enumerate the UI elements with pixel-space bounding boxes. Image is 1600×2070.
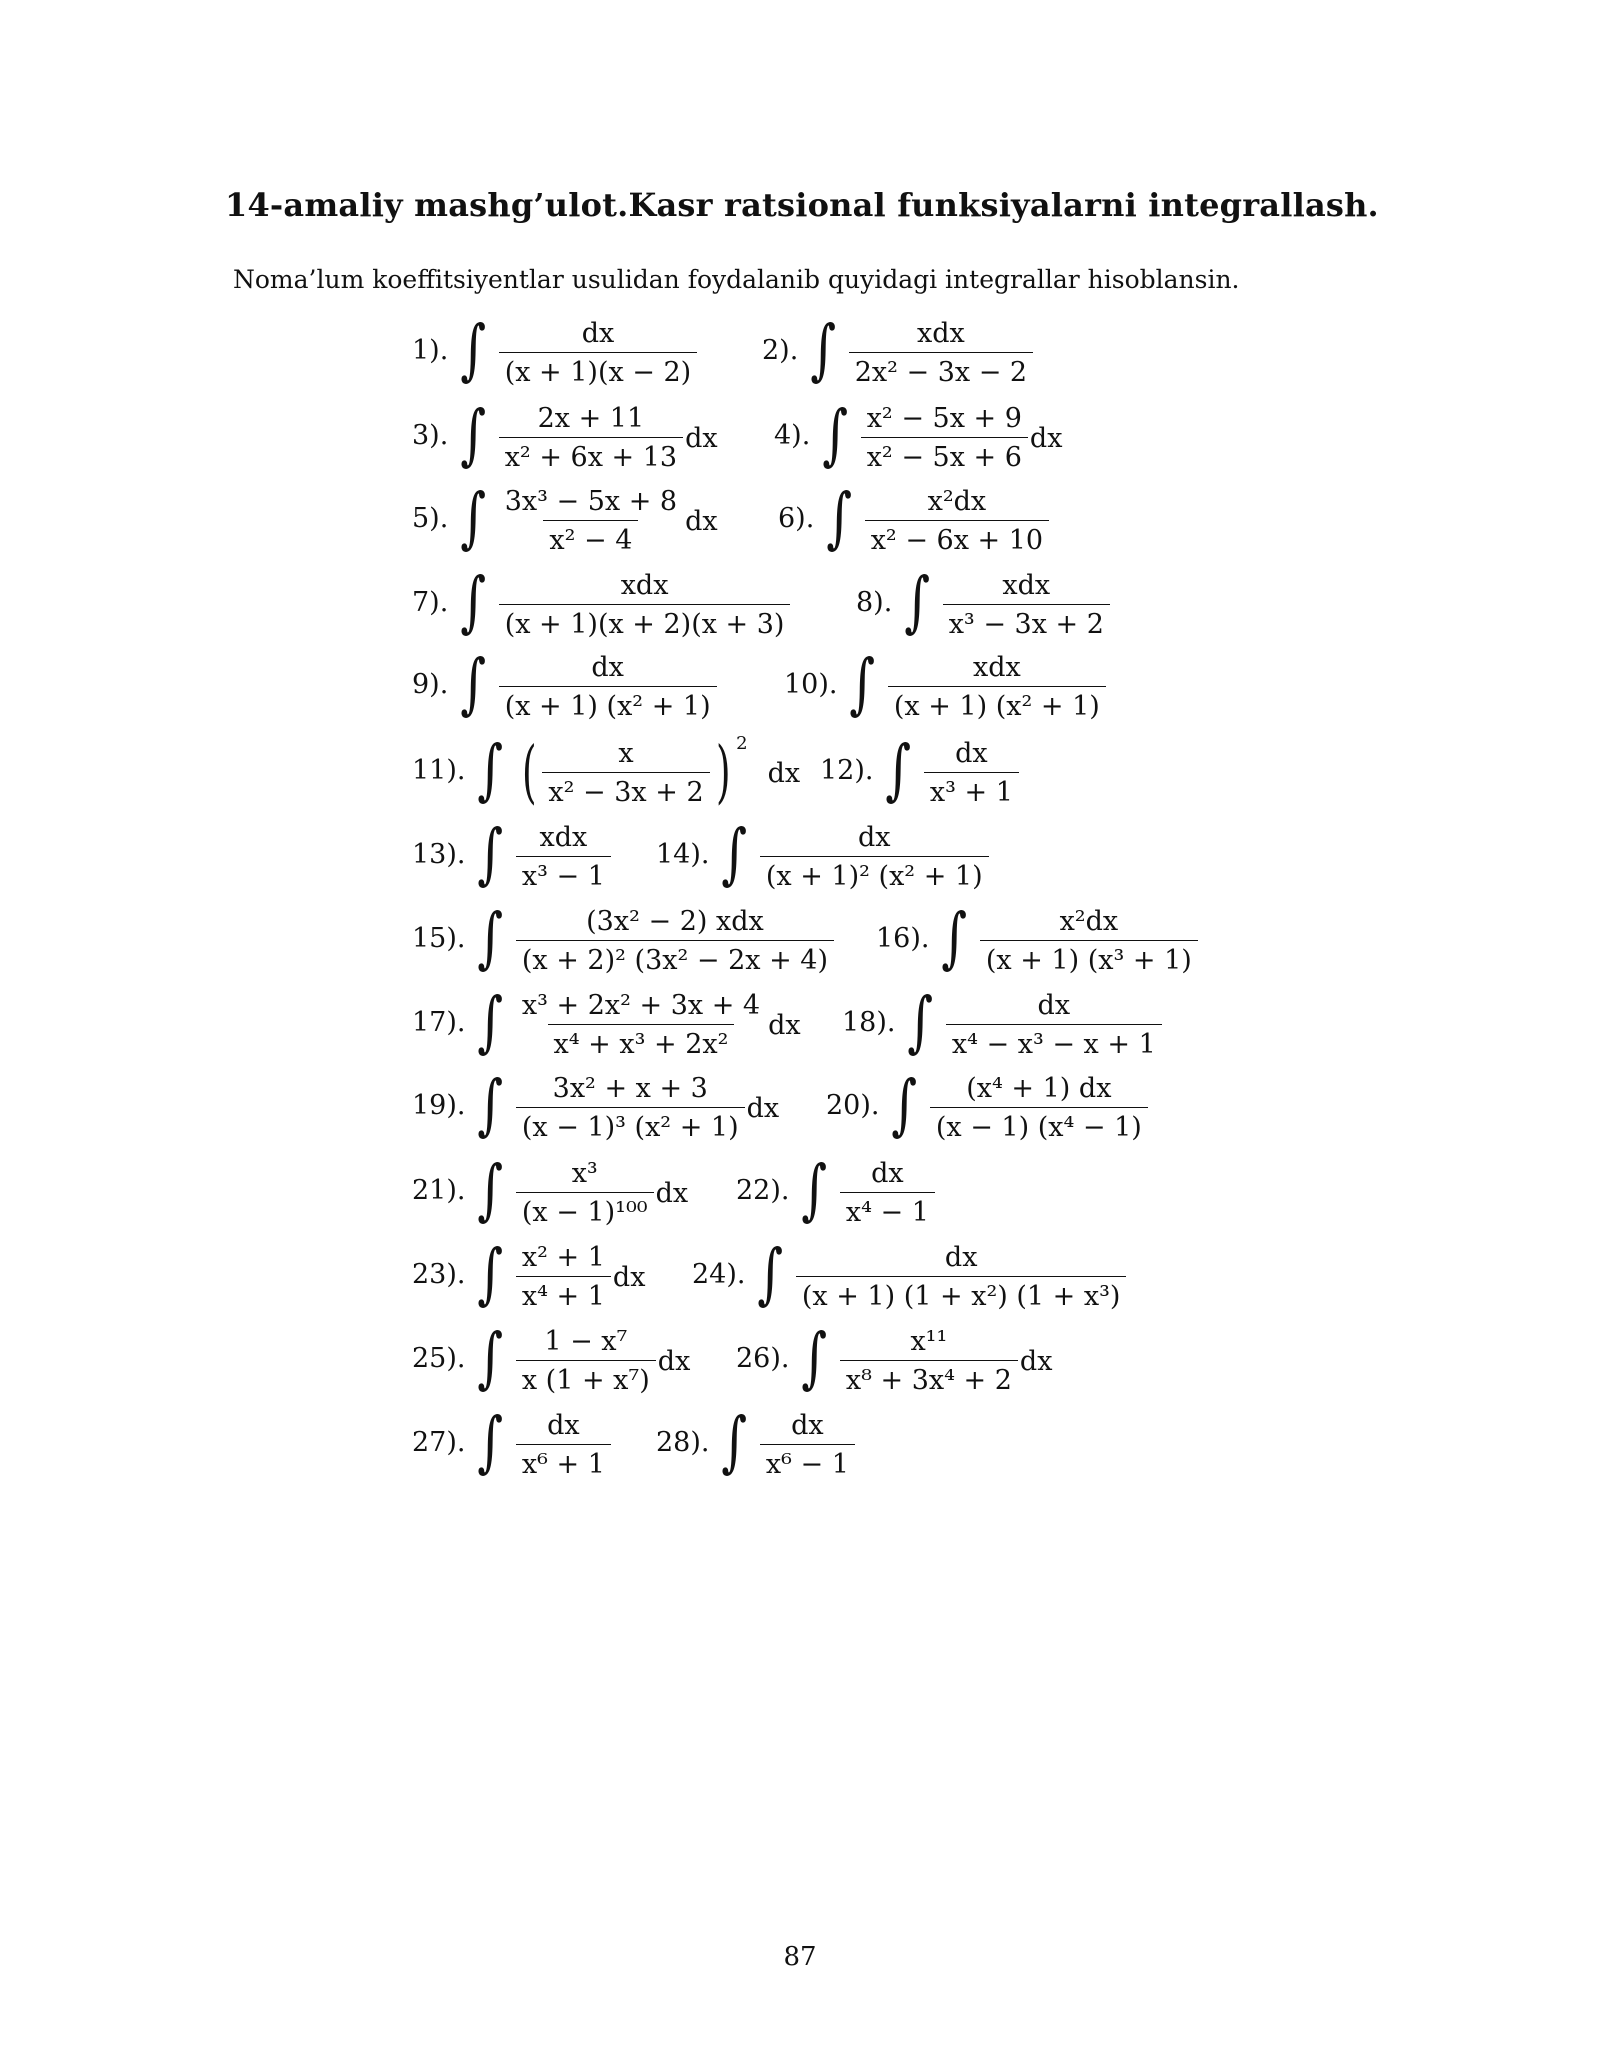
numerator: dx xyxy=(547,1410,580,1441)
denominator: x³ − 3x + 2 xyxy=(943,604,1110,640)
differential: dx xyxy=(685,505,718,537)
problem-18 xyxy=(842,983,1164,1061)
fraction xyxy=(516,1158,654,1228)
denominator: (x + 1)(x − 2) xyxy=(499,352,698,388)
differential: dx xyxy=(1019,1345,1053,1377)
denominator: (x + 1)² (x² + 1) xyxy=(760,856,989,892)
integral-sign: ∫ xyxy=(477,731,504,809)
fraction xyxy=(499,570,791,640)
numerator: x²dx xyxy=(927,486,987,517)
problem-8 xyxy=(856,563,1112,641)
fraction xyxy=(499,403,683,473)
fraction xyxy=(849,318,1033,388)
problem-number: 20). xyxy=(826,1089,880,1121)
integral-sign: ∫ xyxy=(460,396,487,474)
problem-number: 16). xyxy=(876,922,930,954)
problem-26 xyxy=(736,1319,1053,1397)
problem-7 xyxy=(412,563,792,641)
fraction xyxy=(516,906,834,976)
fraction xyxy=(499,486,683,556)
integral-sign: ∫ xyxy=(826,479,853,557)
fraction xyxy=(861,403,1028,473)
problem-11 xyxy=(412,731,801,813)
problem-number: 14). xyxy=(656,838,710,870)
fraction xyxy=(499,652,717,722)
problem-number: 3). xyxy=(412,419,449,451)
problem-number: 18). xyxy=(842,1006,896,1038)
fraction xyxy=(542,738,709,808)
problem-16 xyxy=(876,899,1200,977)
problem-number: 26). xyxy=(736,1342,790,1374)
problem-number: 5). xyxy=(412,502,449,534)
numerator: dx xyxy=(1037,990,1071,1021)
differential: dx xyxy=(768,1009,801,1041)
fraction xyxy=(760,1410,855,1480)
problem-1 xyxy=(412,311,699,389)
problem-number: 2). xyxy=(762,334,799,366)
integral-sign: ∫ xyxy=(721,1403,748,1481)
denominator: x² − 6x + 10 xyxy=(865,520,1049,556)
integral-sign: ∫ xyxy=(477,899,504,977)
denominator: (x − 1) (x⁴ − 1) xyxy=(930,1107,1148,1143)
problem-number: 6). xyxy=(778,502,815,534)
numerator: dx xyxy=(591,652,624,683)
problem-25 xyxy=(412,1319,691,1397)
problem-number: 17). xyxy=(412,1006,466,1038)
problem-19 xyxy=(412,1066,780,1144)
fraction xyxy=(516,1326,656,1396)
denominator: x² − 5x + 6 xyxy=(861,437,1028,473)
integral-sign: ∫ xyxy=(460,479,487,557)
numerator: x² − 5x + 9 xyxy=(866,403,1022,434)
denominator: x⁴ + 1 xyxy=(516,1276,611,1312)
problem-number: 8). xyxy=(856,586,893,618)
fraction xyxy=(930,1073,1148,1143)
problem-number: 13). xyxy=(412,838,466,870)
integral-sign: ∫ xyxy=(822,396,849,474)
denominator: x⁴ − 1 xyxy=(840,1192,935,1228)
exponent: 2 xyxy=(736,732,748,754)
integral-sign: ∫ xyxy=(885,731,912,809)
problem-2 xyxy=(762,311,1035,389)
problem-number: 11). xyxy=(412,754,466,786)
denominator: 2x² − 3x − 2 xyxy=(849,352,1033,388)
differential: dx xyxy=(746,1092,780,1124)
fraction xyxy=(796,1242,1127,1312)
numerator: xdx xyxy=(1002,570,1051,601)
problem-number: 19). xyxy=(412,1089,466,1121)
integral-sign: ∫ xyxy=(460,563,487,641)
denominator: (x + 1) (1 + x²) (1 + x³) xyxy=(796,1276,1127,1312)
integral-sign: ∫ xyxy=(891,1066,918,1144)
problem-27 xyxy=(412,1403,613,1481)
differential: dx xyxy=(685,422,718,454)
problem-5 xyxy=(412,479,718,557)
problem-22 xyxy=(736,1151,937,1229)
denominator: x⁴ + x³ + 2x² xyxy=(548,1024,735,1060)
numerator: dx xyxy=(581,318,615,349)
fraction xyxy=(516,1073,745,1143)
integral-sign: ∫ xyxy=(477,1235,504,1313)
differential: dx xyxy=(655,1177,689,1209)
problem-14 xyxy=(656,815,991,893)
problem-number: 9). xyxy=(412,668,449,700)
numerator: 3x³ − 5x + 8 xyxy=(504,486,678,517)
denominator: x⁸ + 3x⁴ + 2 xyxy=(840,1360,1018,1396)
denominator: (x − 1)³ (x² + 1) xyxy=(516,1107,745,1143)
integral-sign: ∫ xyxy=(477,983,504,1061)
fraction xyxy=(888,652,1106,722)
integral-sign: ∫ xyxy=(477,1403,504,1481)
numerator: 2x + 11 xyxy=(537,403,645,434)
denominator: x² − 3x + 2 xyxy=(542,772,709,808)
problem-17 xyxy=(412,983,801,1061)
numerator: dx xyxy=(871,1158,904,1189)
problem-6 xyxy=(778,479,1051,557)
integral-sign: ∫ xyxy=(801,1151,828,1229)
integral-sign: ∫ xyxy=(477,1151,504,1229)
numerator: (3x² − 2) xdx xyxy=(586,906,764,937)
denominator: (x + 1) (x² + 1) xyxy=(499,686,717,722)
denominator: x³ − 1 xyxy=(516,856,611,892)
fraction xyxy=(516,1410,611,1480)
fraction xyxy=(516,822,611,892)
fraction xyxy=(980,906,1198,976)
problem-23 xyxy=(412,1235,646,1313)
denominator: x² − 4 xyxy=(543,520,638,556)
fraction xyxy=(516,1242,611,1312)
integral-sign: ∫ xyxy=(907,983,934,1061)
integral-sign: ∫ xyxy=(460,311,487,389)
denominator: (x + 1)(x + 2)(x + 3) xyxy=(499,604,791,640)
integral-sign: ∫ xyxy=(477,1319,504,1397)
problem-number: 10). xyxy=(784,668,838,700)
denominator: x⁶ − 1 xyxy=(760,1444,855,1480)
differential: dx xyxy=(1029,422,1063,454)
problem-10 xyxy=(784,645,1108,723)
problem-28 xyxy=(656,1403,857,1481)
problem-number: 7). xyxy=(412,586,449,618)
problem-number: 27). xyxy=(412,1426,466,1458)
page-number: 87 xyxy=(783,1942,817,1972)
fraction xyxy=(865,486,1049,556)
integral-sign: ∫ xyxy=(721,815,748,893)
numerator: x²dx xyxy=(1059,906,1119,937)
denominator: x² + 6x + 13 xyxy=(499,437,683,473)
right-parenthesis: ) xyxy=(715,733,731,813)
denominator: x⁶ + 1 xyxy=(516,1444,611,1480)
fraction xyxy=(943,570,1110,640)
instruction-text: Noma’lum koeffitsiyentlar usulidan foydalanib quyidagi integrallar hisoblansin. xyxy=(233,265,1240,294)
denominator: (x + 1) (x³ + 1) xyxy=(980,940,1198,976)
numerator: dx xyxy=(791,1410,824,1441)
differential: dx xyxy=(612,1261,646,1293)
integral-sign: ∫ xyxy=(477,815,504,893)
numerator: dx xyxy=(955,738,988,769)
numerator: dx xyxy=(944,1242,978,1273)
numerator: x³ xyxy=(571,1158,598,1189)
problem-number: 21). xyxy=(412,1174,466,1206)
problem-24 xyxy=(692,1235,1128,1313)
numerator: x xyxy=(618,738,634,769)
fraction xyxy=(516,990,766,1060)
fraction xyxy=(946,990,1162,1060)
problem-3 xyxy=(412,396,718,474)
integral-sign: ∫ xyxy=(460,645,487,723)
problem-20 xyxy=(826,1066,1150,1144)
problem-number: 15). xyxy=(412,922,466,954)
numerator: xdx xyxy=(620,570,669,601)
fraction xyxy=(499,318,698,388)
fraction xyxy=(924,738,1019,808)
denominator: x³ + 1 xyxy=(924,772,1019,808)
denominator: x⁴ − x³ − x + 1 xyxy=(946,1024,1162,1060)
problem-number: 4). xyxy=(774,419,811,451)
numerator: xdx xyxy=(917,318,965,349)
problem-number: 23). xyxy=(412,1258,466,1290)
problem-number: 28). xyxy=(656,1426,710,1458)
differential: dx xyxy=(767,757,801,789)
problem-13 xyxy=(412,815,613,893)
integral-sign: ∫ xyxy=(849,645,876,723)
numerator: x¹¹ xyxy=(910,1326,948,1357)
integral-sign: ∫ xyxy=(941,899,968,977)
fraction xyxy=(840,1326,1018,1396)
problem-9 xyxy=(412,645,719,723)
integral-sign: ∫ xyxy=(810,311,837,389)
denominator: (x + 1) (x² + 1) xyxy=(888,686,1106,722)
left-parenthesis: ( xyxy=(521,733,537,813)
numerator: xdx xyxy=(972,652,1021,683)
problem-15 xyxy=(412,899,836,977)
numerator: 3x² + x + 3 xyxy=(552,1073,708,1104)
denominator: (x − 1)¹⁰⁰ xyxy=(516,1192,654,1228)
numerator: xdx xyxy=(539,822,588,853)
numerator: 1 − x⁷ xyxy=(544,1326,628,1357)
integral-sign: ∫ xyxy=(904,563,931,641)
problem-12 xyxy=(820,731,1021,809)
page-title: 14-amaliy mashg’ulot.Kasr ratsional funksiyalarni integrallash. xyxy=(225,186,1379,224)
integral-sign: ∫ xyxy=(801,1319,828,1397)
integral-sign: ∫ xyxy=(477,1066,504,1144)
differential: dx xyxy=(657,1345,691,1377)
problem-21 xyxy=(412,1151,689,1229)
numerator: x² + 1 xyxy=(521,1242,605,1273)
denominator: x (1 + x⁷) xyxy=(516,1360,656,1396)
integral-sign: ∫ xyxy=(757,1235,784,1313)
numerator: (x⁴ + 1) dx xyxy=(966,1073,1112,1104)
problem-number: 1). xyxy=(412,334,449,366)
numerator: x³ + 2x² + 3x + 4 xyxy=(521,990,761,1021)
fraction xyxy=(840,1158,935,1228)
numerator: dx xyxy=(858,822,891,853)
problem-number: 12). xyxy=(820,754,874,786)
fraction xyxy=(760,822,989,892)
problem-number: 22). xyxy=(736,1174,790,1206)
denominator: (x + 2)² (3x² − 2x + 4) xyxy=(516,940,834,976)
problem-4 xyxy=(774,396,1063,474)
problem-number: 24). xyxy=(692,1258,746,1290)
problem-number: 25). xyxy=(412,1342,466,1374)
